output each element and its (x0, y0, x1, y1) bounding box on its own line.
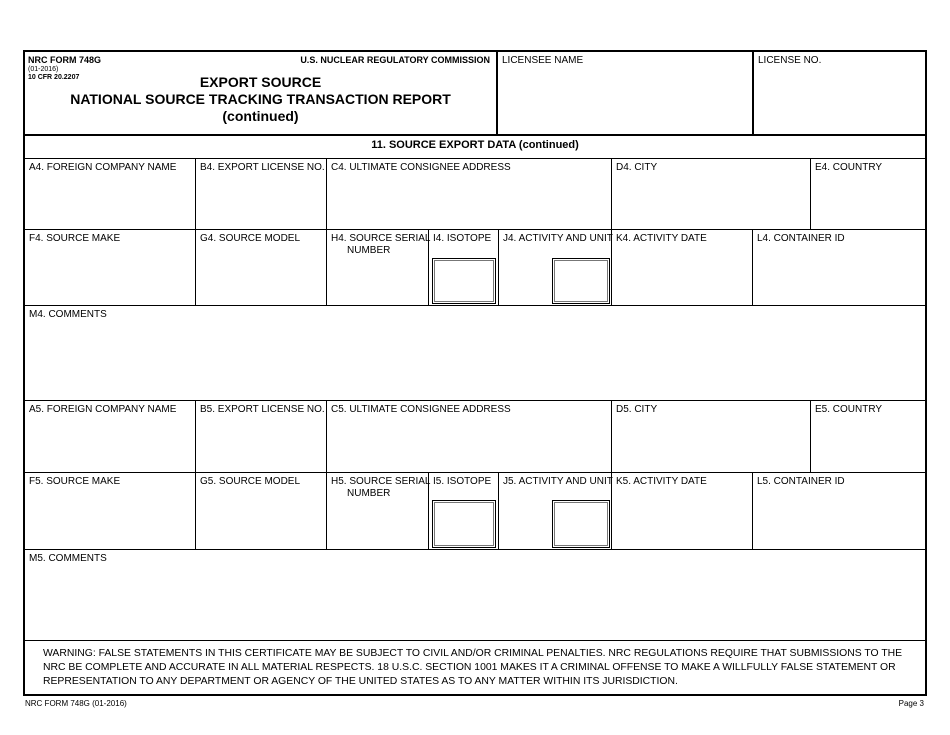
f5-label: F5. SOURCE MAKE (29, 476, 121, 487)
f4-source-make-field[interactable] (25, 230, 195, 305)
k4-activity-date-field[interactable] (611, 230, 752, 305)
license-no-label: LICENSE NO. (758, 55, 822, 66)
c5-consignee-address-field[interactable] (326, 401, 611, 472)
m4-comments-field[interactable] (25, 306, 925, 400)
j4-unit-input[interactable] (552, 258, 610, 304)
e5-country-field[interactable] (810, 401, 925, 472)
a4-label: A4. FOREIGN COMPANY NAME (29, 162, 177, 173)
e4-label: E4. COUNTRY (815, 162, 883, 173)
b5-label: B5. EXPORT LICENSE NO. (200, 404, 325, 415)
footer-form-revision: NRC FORM 748G (01-2016) (25, 699, 127, 708)
d4-city-field[interactable] (611, 159, 810, 230)
form-title-line2: NATIONAL SOURCE TRACKING TRANSACTION REPORT (70, 91, 451, 107)
c4-label: C4. ULTIMATE CONSIGNEE ADDRESS (331, 162, 511, 173)
j5-unit-input[interactable] (552, 500, 610, 548)
j5-label: J5. ACTIVITY AND UNIT (503, 476, 613, 487)
cfr-citation: 10 CFR 20.2207 (28, 74, 80, 81)
agency-name: U.S. NUCLEAR REGULATORY COMMISSION (300, 55, 490, 65)
section-title: 11. SOURCE EXPORT DATA (continued) (371, 139, 579, 151)
licensee-name-label: LICENSEE NAME (502, 55, 584, 66)
f4-label: F4. SOURCE MAKE (29, 233, 121, 244)
a4-foreign-company-field[interactable] (25, 159, 195, 230)
d5-city-field[interactable] (611, 401, 810, 472)
h4-serial-number-field[interactable] (326, 230, 431, 305)
h4-label-line1: H4. SOURCE SERIAL (331, 233, 431, 244)
i4-label: I4. ISOTOPE (433, 233, 492, 244)
f5-source-make-field[interactable] (25, 473, 195, 549)
form-header-left (25, 52, 496, 134)
a5-label: A5. FOREIGN COMPANY NAME (29, 404, 177, 415)
e5-label: E5. COUNTRY (815, 404, 883, 415)
m5-label: M5. COMMENTS (29, 553, 107, 564)
l4-label: L4. CONTAINER ID (757, 233, 845, 244)
g4-source-model-field[interactable] (195, 230, 326, 305)
h5-label-line2: NUMBER (347, 488, 391, 499)
i4-isotope-input[interactable] (432, 258, 496, 304)
form-revision: (01-2016) (28, 66, 59, 73)
m5-comments-field[interactable] (25, 550, 925, 640)
b5-export-license-field[interactable] (195, 401, 326, 472)
footer-page-number: Page 3 (898, 699, 924, 708)
l5-container-id-field[interactable] (752, 473, 925, 549)
j5-activity-unit-field (498, 473, 611, 549)
licensee-name-field[interactable] (496, 52, 752, 134)
d4-label: D4. CITY (616, 162, 658, 173)
a5-foreign-company-field[interactable] (25, 401, 195, 472)
g5-source-model-field[interactable] (195, 473, 326, 549)
g5-label: G5. SOURCE MODEL (200, 476, 301, 487)
e4-country-field[interactable] (810, 159, 925, 230)
license-no-field[interactable] (752, 52, 925, 134)
c4-consignee-address-field[interactable] (326, 159, 611, 230)
h5-serial-number-field[interactable] (326, 473, 431, 549)
form-title-line3: (continued) (222, 108, 299, 124)
b4-export-license-field[interactable] (195, 159, 326, 230)
k4-label: K4. ACTIVITY DATE (616, 233, 707, 244)
warning-statement: WARNING: FALSE STATEMENTS IN THIS CERTIFICATE MAY BE SUBJECT TO CIVIL AND/OR CRIMINAL PENALTIES. NRC REGULATIONS REQUIRE THAT SUBMISSIONS TO THE NRC BE COMPLETE AND ACCURATE IN ALL MATERIAL RESPECTS. 18 U.S.C. SECTION 1001 MAKES IT A CRIMINAL OFFENSE TO MAKE A WILLFULLY FALSE STATEMENT OR REPRESENTATION TO ANY DEPARTMENT OR AGENCY OF THE UNITED STATES AS TO ANY MATTER WITHIN ITS JURISDICTION. (43, 648, 903, 687)
d5-label: D5. CITY (616, 404, 658, 415)
i5-isotope-field (428, 473, 498, 549)
j4-label: J4. ACTIVITY AND UNIT (503, 233, 613, 244)
c5-label: C5. ULTIMATE CONSIGNEE ADDRESS (331, 404, 511, 415)
k5-activity-date-field[interactable] (611, 473, 752, 549)
i4-isotope-field (428, 230, 498, 305)
form-number: NRC FORM 748G (28, 55, 102, 65)
form-title-line1: EXPORT SOURCE (199, 74, 322, 90)
m4-label: M4. COMMENTS (29, 309, 107, 320)
g4-label: G4. SOURCE MODEL (200, 233, 301, 244)
j4-activity-unit-field (498, 230, 611, 305)
k5-label: K5. ACTIVITY DATE (616, 476, 707, 487)
nrc-form (23, 50, 927, 696)
l5-label: L5. CONTAINER ID (757, 476, 845, 487)
h4-label-line2: NUMBER (347, 245, 391, 256)
h5-label-line1: H5. SOURCE SERIAL (331, 476, 431, 487)
i5-label: I5. ISOTOPE (433, 476, 492, 487)
l4-container-id-field[interactable] (752, 230, 925, 305)
b4-label: B4. EXPORT LICENSE NO. (200, 162, 325, 173)
i5-isotope-input[interactable] (432, 500, 496, 548)
